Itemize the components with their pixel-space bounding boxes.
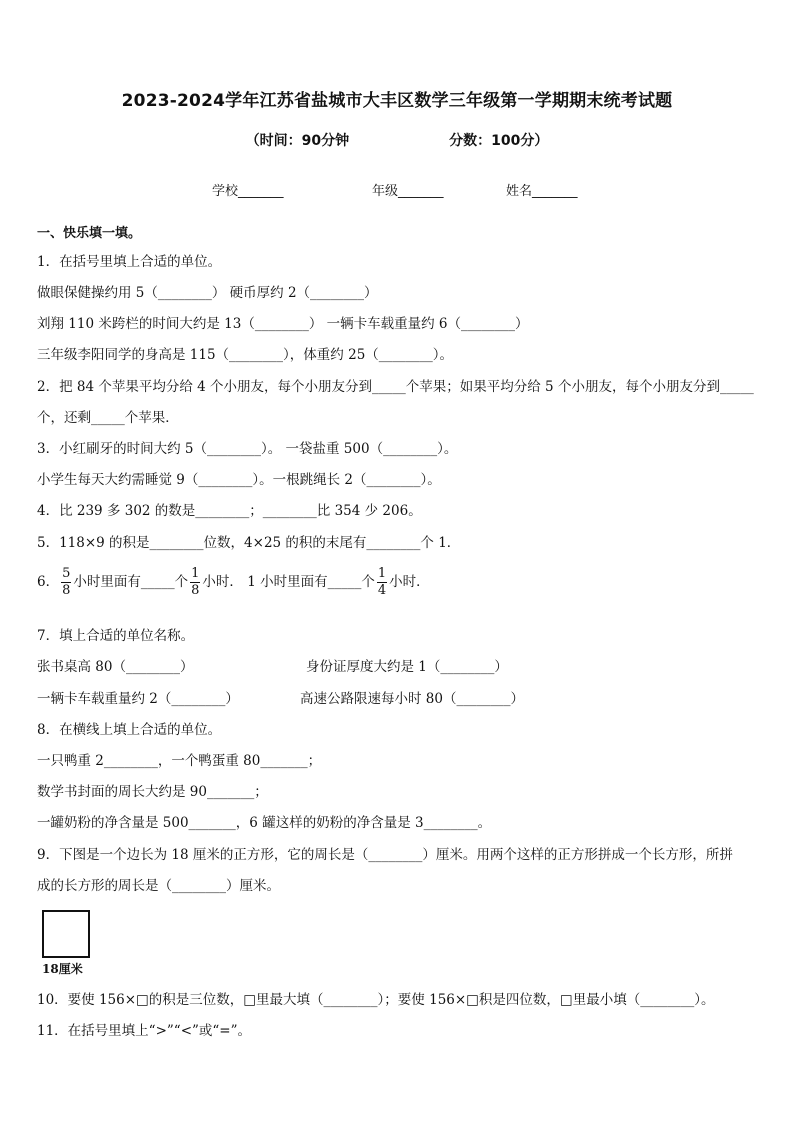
question-9: 9．下图是一个边长为 18 厘米的正方形，它的周长是（________）厘米。用两个这样的正方形拼成一个长方形，所拼 — [37, 847, 733, 863]
question-8-line-1: 一只鸭重 2________，一个鸭蛋重 80_______； — [37, 753, 322, 769]
question-8-line-3: 一罐奶粉的净含量是 500_______，6 罐这样的奶粉的净含量是 3________。 — [37, 815, 492, 831]
question-2: 2．把 84 个苹果平均分给 4 个小朋友，每个小朋友分到_____个苹果；如果平均分给 5 个小朋友，每个小朋友分到_____ — [37, 379, 754, 395]
school-field: 学校_______ — [212, 184, 284, 199]
question-3: 3．小红刷牙的时间大约 5（________）。 一袋盐重 500（________）。 — [37, 441, 458, 457]
grade-field: 年级_______ — [372, 184, 444, 199]
question-5: 5．118×9 的积是________位数，4×25 的积的末尾有________个 1． — [37, 535, 461, 551]
q6-part3: 小时． — [389, 574, 430, 590]
question-8-line-2: 数学书封面的周长大约是 90_______； — [37, 784, 268, 800]
time-label: （时间：90分钟 — [245, 133, 350, 149]
exam-subtitle — [0, 130, 794, 150]
question-1-line-3: 三年级李阳同学的身高是 115（________），体重约 25（________）。 — [37, 347, 454, 363]
section-heading: 一、快乐填一填。 — [37, 226, 142, 241]
exam-title: 2023-2024学年江苏省盐城市大丰区数学三年级第一学期期末统考试题 — [121, 91, 673, 111]
score-label: 分数：100分） — [449, 133, 549, 149]
question-11: 11．在括号里填上“>”“<”或“=”。 — [37, 1023, 252, 1039]
question-9-cont: 成的长方形的周长是（________）厘米。 — [37, 878, 280, 894]
question-10: 10．要使 156×□的积是三位数，□里最大填（________）；要使 156×□积是四位数，□里最小填（________）。 — [37, 992, 715, 1008]
fraction-numerator: 5 — [62, 566, 71, 581]
question-1-line-2: 刘翔 110 米跨栏的时间大约是 13（________） 一辆卡车载重量约 6（________） — [37, 316, 529, 332]
fraction-numerator: 1 — [191, 566, 200, 581]
question-6 — [37, 566, 430, 599]
question-7-item-1: 张书桌高 80（________） — [37, 659, 194, 675]
q6-part1: 小时里面有_____个 — [73, 574, 189, 590]
fraction-1-8 — [190, 566, 200, 599]
fraction-5-8 — [61, 566, 71, 599]
question-2-cont: 个，还剩_____个苹果． — [37, 410, 179, 426]
fraction-denominator: 4 — [377, 583, 387, 598]
q6-prefix: 6． — [37, 574, 60, 590]
square-figure — [42, 910, 90, 958]
question-1-line-1: 做眼保健操约用 5（________） 硬币厚约 2（________） — [37, 285, 378, 301]
square-side-label: 18厘米 — [42, 962, 83, 976]
question-3-cont: 小学生每天大约需睡觉 9（________）。一根跳绳长 2（________）。 — [37, 472, 441, 488]
question-7-item-3: 一辆卡车载重量约 2（________） — [37, 691, 239, 707]
question-7-item-4: 高速公路限速每小时 80（________） — [300, 691, 524, 707]
fraction-denominator: 8 — [191, 583, 200, 598]
question-7: 7．填上合适的单位名称。 — [37, 628, 195, 644]
question-1: 1．在括号里填上合适的单位。 — [37, 254, 222, 270]
fraction-1-4 — [377, 566, 387, 599]
fraction-denominator: 8 — [62, 583, 71, 598]
question-8: 8．在横线上填上合适的单位。 — [37, 722, 222, 738]
question-7-item-2: 身份证厚度大约是 1（________） — [306, 659, 508, 675]
fraction-numerator: 1 — [377, 566, 387, 581]
q6-part2: 小时． 1 小时里面有_____个 — [202, 574, 375, 590]
question-4: 4．比 239 多 302 的数是________；________比 354 少 206。 — [37, 503, 422, 519]
name-field: 姓名_______ — [506, 184, 578, 199]
